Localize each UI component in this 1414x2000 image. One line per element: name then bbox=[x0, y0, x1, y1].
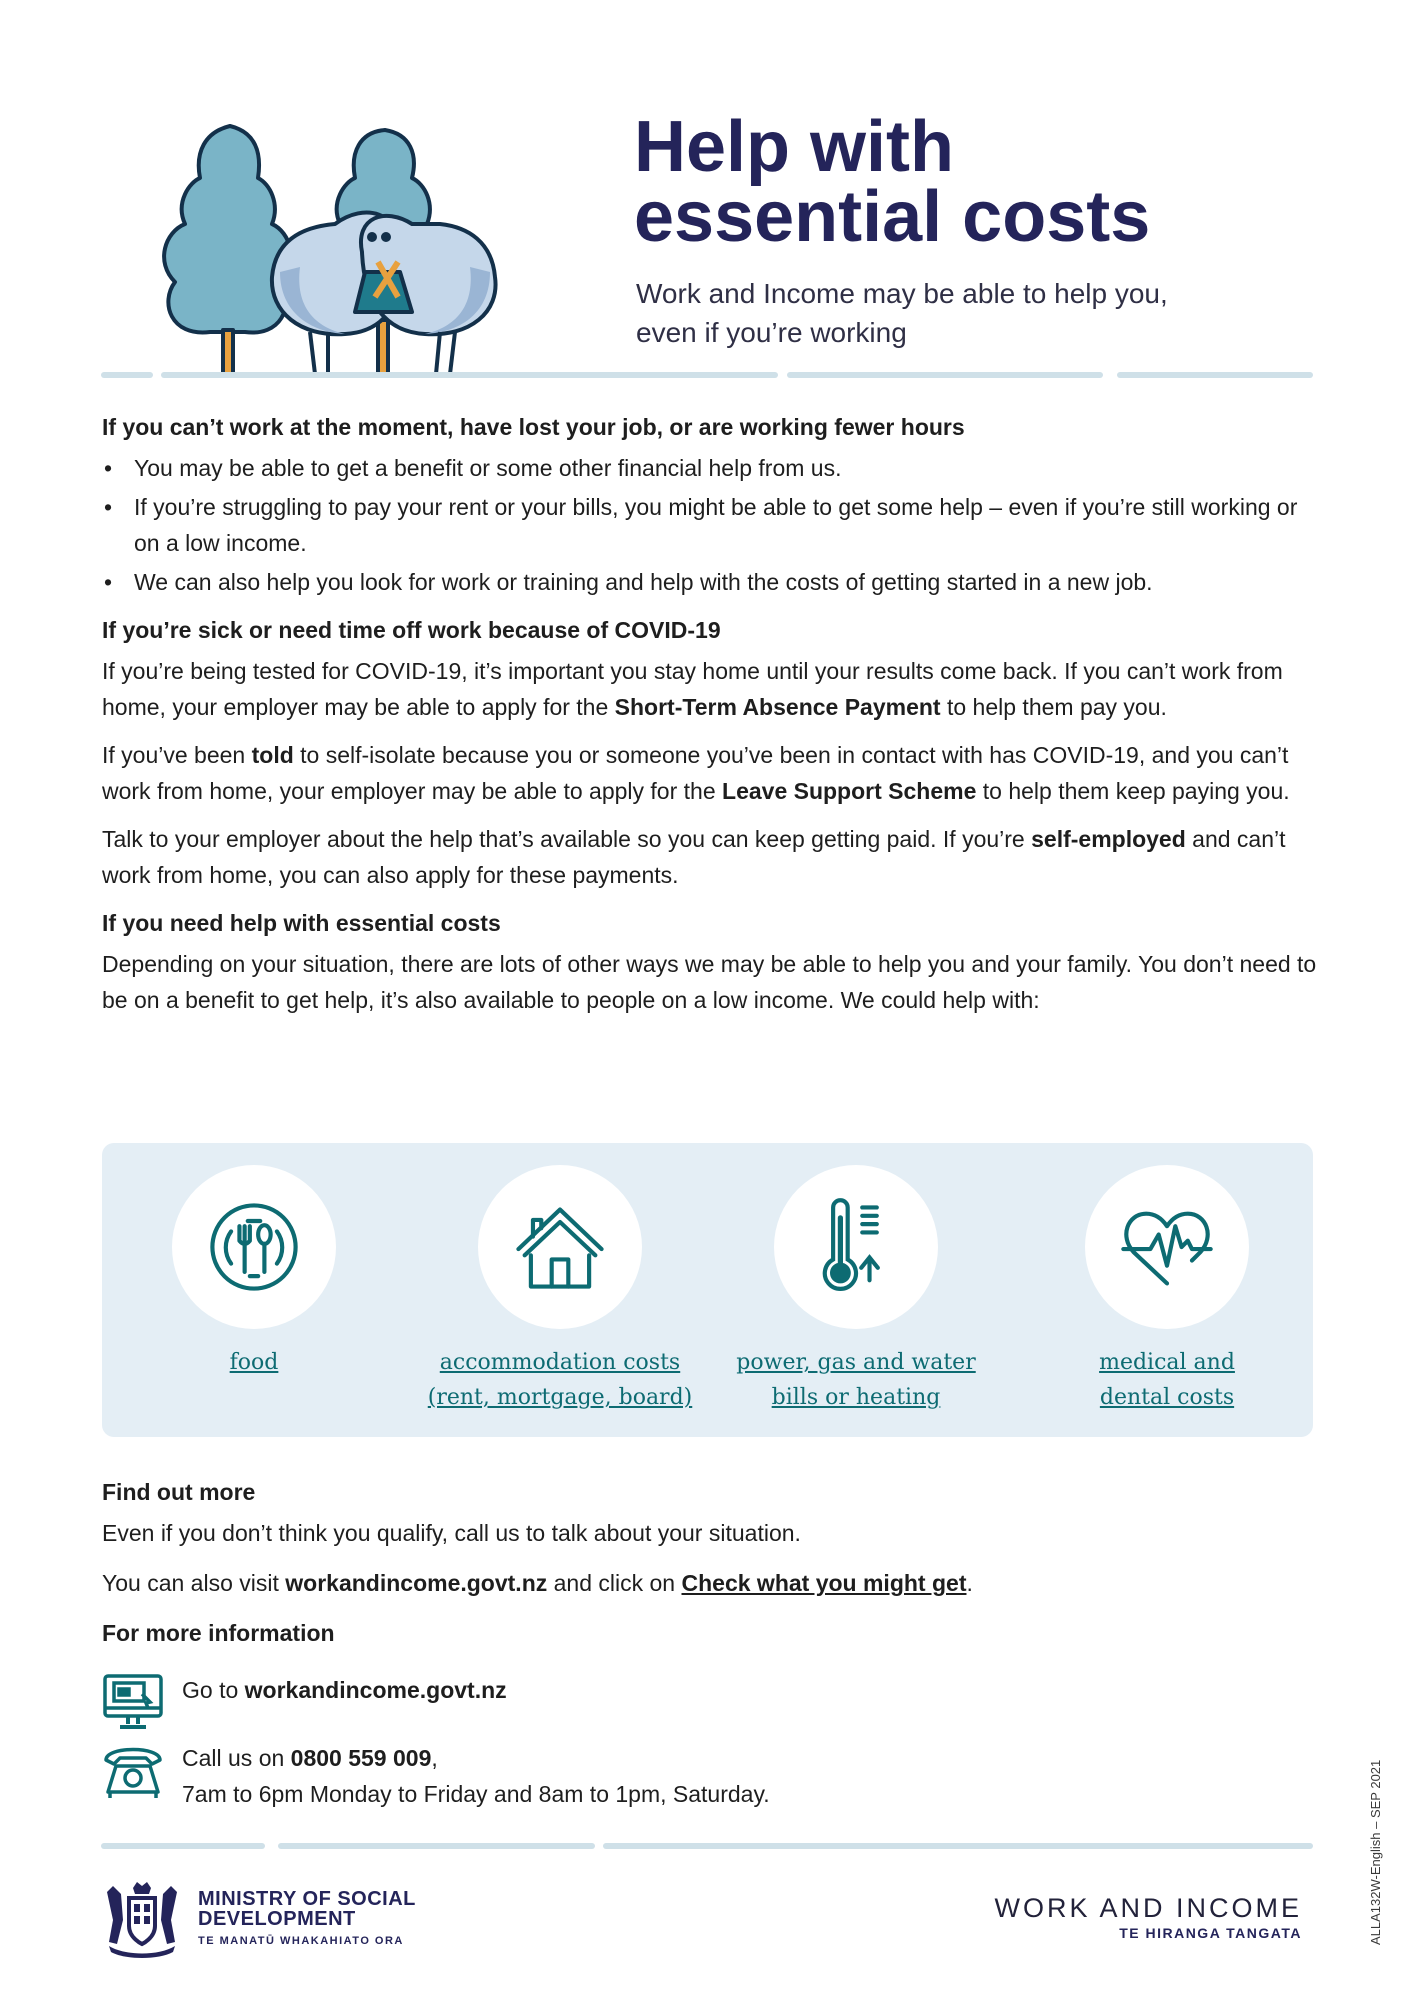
ground-divider bbox=[1117, 372, 1313, 378]
footer-divider bbox=[101, 1843, 265, 1849]
power-bills-link[interactable]: power, gas and water bbox=[736, 1350, 976, 1375]
section-covid bbox=[102, 612, 1317, 893]
emphasis: Short-Term Absence Payment bbox=[614, 694, 941, 720]
website-text: workandincome.govt.nz bbox=[285, 1570, 548, 1596]
subtitle-line-1: Work and Income may be able to help you, bbox=[636, 278, 1168, 309]
help-items-panel bbox=[102, 1143, 1313, 1437]
section-heading: Find out more bbox=[102, 1479, 256, 1505]
emphasis: self-employed bbox=[1031, 826, 1186, 852]
document-code: ALLA132W-English – SEP 2021 bbox=[1368, 1759, 1383, 1945]
paragraph: If you’re being tested for COVID-19, it’s important you stay home until your results come back. If you can’t work from home, your employer may be able to apply for the Short-Term Absence Payment to help them pay you. bbox=[102, 658, 1283, 720]
thermometer-icon bbox=[804, 1195, 908, 1299]
website-contact: Go to workandincome.govt.nz bbox=[102, 1672, 507, 1734]
section-heading: For more information bbox=[102, 1620, 335, 1646]
footer-divider bbox=[278, 1843, 595, 1849]
emphasis: Leave Support Scheme bbox=[722, 778, 977, 804]
medical-link[interactable]: medical and bbox=[1099, 1350, 1235, 1375]
title-line-1: Help with bbox=[634, 107, 954, 187]
work-and-income-logo: WORK AND INCOME TE HIRANGA TANGATA bbox=[994, 1893, 1302, 1941]
accommodation-link-detail[interactable]: (rent, mortgage, board) bbox=[427, 1385, 693, 1410]
coat-of-arms-logo bbox=[101, 1880, 183, 1960]
telephone-icon bbox=[102, 1740, 164, 1802]
subtitle-line-2: even if you’re working bbox=[636, 317, 907, 348]
main-content bbox=[102, 409, 1317, 1030]
ground-divider bbox=[787, 372, 1103, 378]
paragraph: Even if you don’t think you qualify, call us to talk about your situation. bbox=[102, 1520, 801, 1546]
accommodation-link[interactable]: accommodation costs bbox=[439, 1350, 681, 1375]
power-bills-link-detail[interactable]: bills or heating bbox=[771, 1385, 941, 1410]
phone-number-link[interactable]: 0800 559 009 bbox=[290, 1745, 432, 1771]
tree-icon bbox=[164, 126, 291, 333]
bullet-icon: • bbox=[104, 455, 113, 481]
phone-contact: Call us on 0800 559 009, 7am to 6pm Monday to Friday and 8am to 1pm, Saturday. bbox=[102, 1740, 770, 1812]
paragraph: Depending on your situation, there are lots of other ways we may be able to help you and your family. You don’t need to be on a benefit to get help, it’s also available to people on a low income. We could help with: bbox=[102, 951, 1317, 1013]
list-item: • If you’re struggling to pay your rent or your bills, you might be able to get some help – even if you’re still working or on a low income. bbox=[102, 489, 1317, 561]
bullet-icon: • bbox=[104, 494, 113, 520]
msd-logo-text: MINISTRY OF SOCIAL DEVELOPMENT TE MANATŪ WHAKAHIATO ORA bbox=[198, 1888, 416, 1947]
section-heading: If you can’t work at the moment, have lost your job, or are working fewer hours bbox=[102, 414, 965, 440]
paragraph: You can also visit workandincome.govt.nz and click on Check what you might get. bbox=[102, 1570, 973, 1596]
paragraph: If you’ve been told to self-isolate because you or someone you’ve been in contact with has COVID-19, and you can’t work from home, your employer may be able to apply for the Leave Support Scheme to help them keep paying you. bbox=[102, 742, 1290, 804]
page-title bbox=[634, 107, 1151, 257]
house-icon bbox=[508, 1195, 612, 1299]
paragraph: Talk to your employer about the help that’s available so you can keep getting paid. If you’re self-employed and can’t work from home, you can also apply for these payments. bbox=[102, 826, 1286, 888]
emphasis: told bbox=[251, 742, 294, 768]
food-link[interactable]: food bbox=[229, 1350, 279, 1375]
section-heading: If you’re sick or need time off work because of COVID-19 bbox=[102, 617, 721, 643]
list-item: • We can also help you look for work or training and help with the costs of getting started in a new job. bbox=[102, 564, 1317, 600]
opening-hours: 7am to 6pm Monday to Friday and 8am to 1pm, Saturday. bbox=[182, 1781, 770, 1807]
section-lost-job bbox=[102, 409, 1317, 600]
ground-divider bbox=[161, 372, 778, 378]
heart-pulse-icon bbox=[1115, 1195, 1219, 1299]
computer-icon bbox=[102, 1672, 164, 1734]
section-essential-costs bbox=[102, 905, 1317, 1018]
medical-link-detail[interactable]: dental costs bbox=[1099, 1385, 1235, 1410]
cutlery-plate-icon bbox=[202, 1195, 306, 1299]
title-line-2: essential costs bbox=[634, 177, 1151, 257]
section-heading: If you need help with essential costs bbox=[102, 910, 501, 936]
kiwi-trees-illustration bbox=[150, 112, 580, 382]
bullet-icon: • bbox=[104, 569, 113, 595]
website-link[interactable]: workandincome.govt.nz bbox=[244, 1677, 507, 1703]
check-what-you-might-get-link[interactable]: Check what you might get bbox=[681, 1570, 967, 1596]
bullet-list bbox=[102, 450, 1317, 600]
page-subtitle bbox=[636, 274, 1168, 352]
find-out-more bbox=[102, 1474, 1317, 1807]
footer-divider bbox=[603, 1843, 1313, 1849]
list-item: • You may be able to get a benefit or some other financial help from us. bbox=[102, 450, 1317, 486]
ground-divider bbox=[101, 372, 153, 378]
